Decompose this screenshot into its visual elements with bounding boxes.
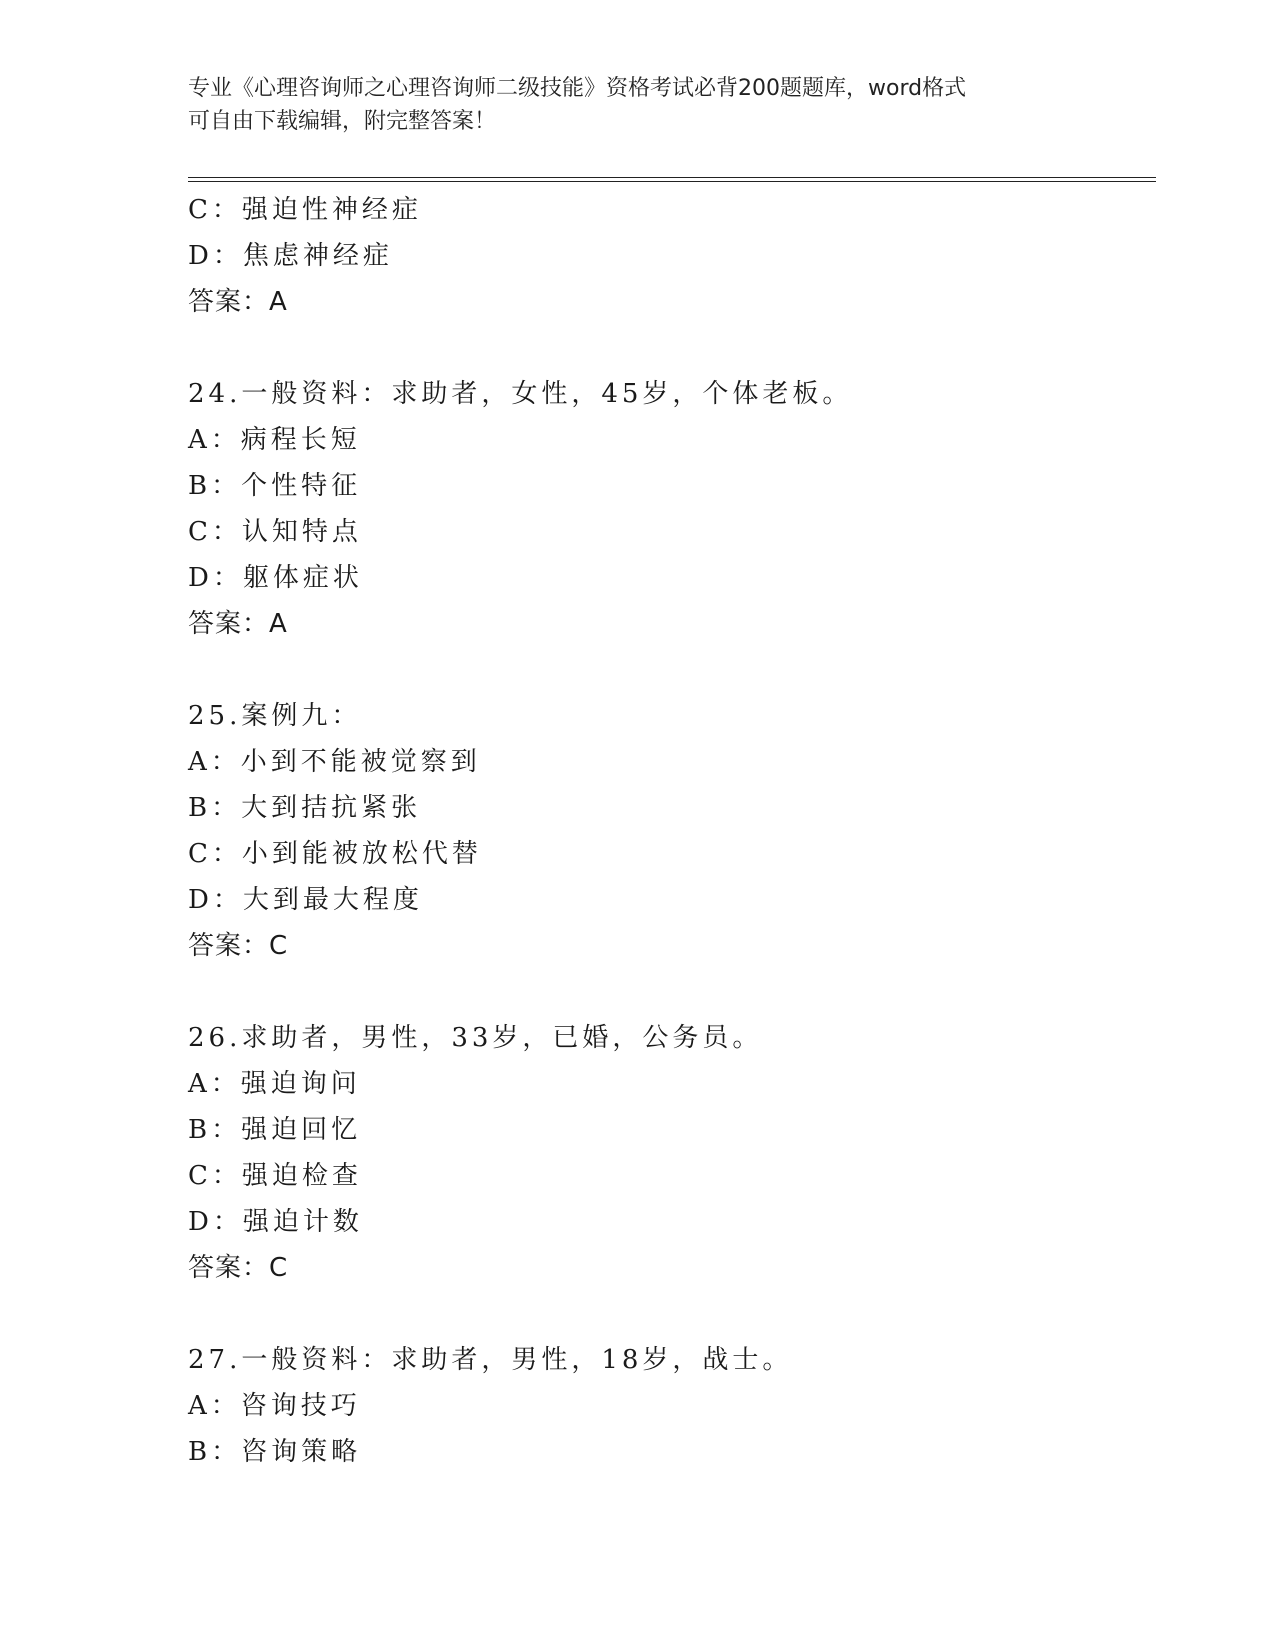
option-d: D：躯体症状 xyxy=(188,563,363,593)
option-c: C：强迫性神经症 xyxy=(188,195,422,225)
spacer xyxy=(188,1291,1156,1337)
answer-line: 答案：C xyxy=(188,1253,289,1283)
spacer xyxy=(188,647,1156,693)
answer-line: 答案：A xyxy=(188,609,288,639)
question-title: 24.一般资料：求助者，女性，45岁，个体老板。 xyxy=(188,379,853,409)
question-title: 25.案例九： xyxy=(188,701,362,731)
option-c: C：强迫检查 xyxy=(188,1161,362,1191)
option-b: B：咨询策略 xyxy=(188,1437,362,1467)
option-b: B：个性特征 xyxy=(188,471,362,501)
option-c: C：小到能被放松代替 xyxy=(188,839,482,869)
option-a: A：小到不能被觉察到 xyxy=(188,747,481,777)
spacer xyxy=(188,325,1156,371)
header-divider-top xyxy=(188,177,1156,178)
option-a: A：病程长短 xyxy=(188,425,361,455)
spacer xyxy=(188,969,1156,1015)
option-b: B：强迫回忆 xyxy=(188,1115,362,1145)
option-c: C：认知特点 xyxy=(188,517,362,547)
question-list xyxy=(188,187,1156,1475)
header-title-line-2: 可自由下载编辑，附完整答案！ xyxy=(188,109,497,134)
header-title-line-1: 专业《心理咨询师之心理咨询师二级技能》资格考试必背200题题库，word格式 xyxy=(188,76,967,101)
document-header xyxy=(188,72,1088,138)
option-b: B：大到拮抗紧张 xyxy=(188,793,422,823)
option-d: D：焦虑神经症 xyxy=(188,241,393,271)
answer-line: 答案：C xyxy=(188,931,289,961)
header-divider-bottom xyxy=(188,181,1156,182)
answer-line: 答案：A xyxy=(188,287,288,317)
option-a: A：咨询技巧 xyxy=(188,1391,361,1421)
question-title: 27.一般资料：求助者，男性，18岁，战士。 xyxy=(188,1345,793,1375)
option-d: D：强迫计数 xyxy=(188,1207,363,1237)
question-title: 26.求助者，男性，33岁，已婚，公务员。 xyxy=(188,1023,763,1053)
option-a: A：强迫询问 xyxy=(188,1069,361,1099)
option-d: D：大到最大程度 xyxy=(188,885,423,915)
